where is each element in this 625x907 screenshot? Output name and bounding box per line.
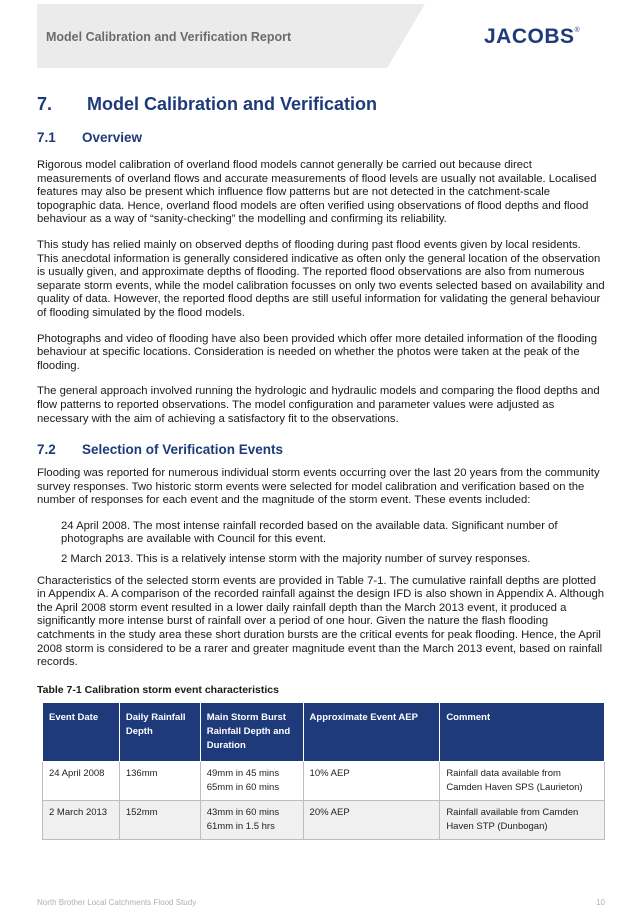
list-item [37,553,605,567]
burst-line: 43mm in 60 mins [206,806,280,818]
table-caption: Table 7-1 Calibration storm event characteristics [37,683,279,696]
overview-title: Overview [82,130,143,145]
overview-heading [37,130,605,145]
cell-aep: 20% AEP [303,800,440,839]
table-row [43,761,605,800]
selection-heading [37,442,605,457]
jacobs-logo [484,25,580,49]
page-content [37,94,605,840]
section-number: 7. [37,94,53,114]
bullet-text: 24 April 2008. The most intense rainfall recorded based on the available data. Significant number of photographs are available with Council for this event. [61,519,558,546]
overview-paragraph-1: Rigorous model calibration of overland flood models cannot generally be carried out because direct measurements of overland flows and accurate measurements of flood levels are usually not available. Localised features may also be present which influence flow patterns but are not detected in the catchment-scale topographic data. Hence, overland flood models are often verified using observations of flood depths and flood behaviour as a way of “sanity-checking” the modelling and confirming its reliability. [37,159,597,226]
list-item [37,520,605,547]
overview-paragraph-4: The general approach involved running the hydrologic and hydraulic models and comparing the flood depths and flow patterns to reported observations. The model configuration and parameter values were adjusted as necessary with the aim of achieving a satisfactory fit to the observations. [37,385,600,425]
section-heading [37,94,605,115]
table-row [43,800,605,839]
header-event-date: Event Date [43,702,120,761]
footer-text: North Brother Local Catchments Flood Study [37,898,197,907]
cell-burst [200,800,303,839]
header-band-slant [387,4,425,68]
event-list [37,520,605,567]
header-comment: Comment [440,702,605,761]
bullet-text: 2 March 2013. This is a relatively intense storm with the majority number of survey responses. [61,553,531,566]
burst-line: 61mm in 1.5 hrs [206,820,275,832]
burst-line: 65mm in 60 mins [206,781,280,793]
selection-title: Selection of Verification Events [82,442,284,458]
header-main-burst: Main Storm Burst Rainfall Depth and Duration [200,702,303,761]
cell-burst [200,761,303,800]
cell-date: 24 April 2008 [43,761,120,800]
section-title: Model Calibration and Verification [87,94,378,114]
header-aep: Approximate Event AEP [303,702,440,761]
cell-comment: Rainfall data available from Camden Haven SPS (Laurieton) [440,761,605,800]
cell-daily: 136mm [119,761,200,800]
selection-characteristics: Characteristics of the selected storm events are provided in Table 7-1. The cumulative rainfall depths are plotted in Appendix A. A comparison of the recorded rainfall against the design IFD is also shown in Appendix A. Although the April 2008 storm event resulted in a lower daily rainfall depth than the March 2013 event, it produced a significantly more intense burst of rainfall over a period of one hour. Given the nature the flash flooding catchments in the study area these short duration bursts are the critical events for peak flooding. Hence, the April 2008 storm is considered to be a rarer and greater magnitude event than the March 2013 event, based on rainfall records. [37,574,605,669]
cell-date: 2 March 2013 [43,800,120,839]
registered-mark: ® [574,27,581,34]
cell-aep: 10% AEP [303,761,440,800]
storm-events-table [42,702,605,840]
page-number: 10 [596,898,605,907]
selection-number: 7.2 [37,442,56,458]
report-title: Model Calibration and Verification Report [46,30,292,44]
header-daily-rainfall: Daily Rainfall Depth [119,702,200,761]
overview-paragraph-3: Photographs and video of flooding have also been provided which offer more detailed information of the flooding behaviour at specific locations. Consideration is needed on whether the photos were taken at the peak of the flooding. [37,332,597,372]
cell-daily: 152mm [119,800,200,839]
selection-intro: Flooding was reported for numerous individual storm events occurring over the last 20 years from the community survey responses. Two historic storm events were selected for model calibration and verification based on the number of responses for each event and the magnitude of the storm event. These events included: [37,467,600,507]
overview-number: 7.1 [37,130,56,145]
cell-comment: Rainfall available from Camden Haven STP (Dunbogan) [440,800,605,839]
overview-paragraph-2: This study has relied mainly on observed depths of flooding during past flood events given by local residents. This anecdotal information is generally considered indicative as often only the general location of the observation is usually given, and approximate depths of flooding. The reported flood observations are also from numerous separate storm events, while the model calibration focusses on only two events selected based on availability and quality of data. However, the reported flood depths are still useful information for validating the general behaviour of flooding simulated by the flood models. [37,238,605,319]
table-header-row [43,702,605,761]
logo-text: JACOBS [484,25,575,48]
burst-line: 49mm in 45 mins [206,767,280,779]
